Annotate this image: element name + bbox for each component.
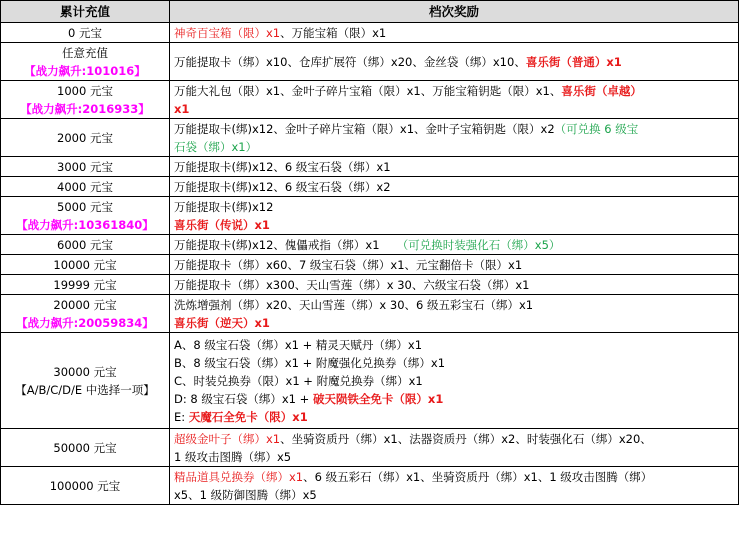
recharge-amount: 100000 元宝 bbox=[49, 478, 121, 493]
reward-line bbox=[174, 354, 734, 372]
reward-line bbox=[174, 390, 734, 408]
reward-text: x5、1 级防御图腾（绑）x5 bbox=[174, 487, 317, 502]
reward-line bbox=[174, 198, 734, 216]
table-row bbox=[1, 157, 739, 177]
power-boost-note: 【战力飙升:20059834】 bbox=[16, 315, 154, 330]
reward-text: 万能提取卡（绑）x300、天山雪莲（绑）x 30、六级宝石袋（绑）x1 bbox=[174, 277, 530, 292]
reward-line bbox=[174, 82, 734, 100]
recharge-amount-cell bbox=[1, 235, 170, 255]
reward-cell bbox=[170, 255, 739, 275]
table-row bbox=[1, 81, 739, 119]
highlighted-reward-text: 喜乐街（普通）x1 bbox=[525, 54, 622, 69]
recharge-amount: 1000 元宝 bbox=[57, 83, 113, 98]
reward-text: 万能提取卡（绑）x60、7 级宝石袋（绑）x1、元宝翻倍卡（限）x1 bbox=[174, 257, 523, 272]
highlighted-reward-text: 超级金叶子（绑）x1 bbox=[174, 431, 281, 446]
highlighted-reward-text: （可兑换 6 级宝 bbox=[554, 121, 639, 136]
reward-line bbox=[174, 336, 734, 354]
reward-cell bbox=[170, 157, 739, 177]
reward-line bbox=[174, 468, 734, 486]
reward-cell bbox=[170, 197, 739, 235]
table-row bbox=[1, 467, 739, 505]
table-row bbox=[1, 235, 739, 255]
table-header-row bbox=[1, 1, 739, 23]
recharge-amount-cell bbox=[1, 177, 170, 197]
recharge-amount: 6000 元宝 bbox=[57, 237, 113, 252]
reward-line bbox=[174, 372, 734, 390]
table-row bbox=[1, 197, 739, 235]
reward-line bbox=[174, 314, 734, 332]
table-row bbox=[1, 333, 739, 429]
table-row bbox=[1, 43, 739, 81]
reward-line bbox=[174, 430, 734, 448]
power-boost-note: 【战力飙升:2016933】 bbox=[20, 101, 150, 116]
recharge-amount: 30000 元宝 bbox=[53, 364, 117, 379]
reward-text: B、8 级宝石袋（绑）x1 + 附魔强化兑换券（绑）x1 bbox=[174, 355, 446, 370]
reward-cell bbox=[170, 295, 739, 333]
reward-line bbox=[174, 158, 734, 176]
highlighted-reward-text: 喜乐街（逆天）x1 bbox=[174, 315, 270, 330]
table-row bbox=[1, 119, 739, 157]
recharge-amount-cell bbox=[1, 429, 170, 467]
reward-text: 万能提取卡(绑)x12 bbox=[174, 199, 274, 214]
highlighted-reward-text: 石袋（绑）x1） bbox=[174, 139, 258, 154]
reward-line bbox=[174, 53, 734, 71]
reward-text: E: bbox=[174, 409, 189, 424]
table-row bbox=[1, 255, 739, 275]
reward-text: 万能提取卡（绑）x10、仓库扩展符（绑）x20、金丝袋（绑）x10、 bbox=[174, 54, 526, 69]
reward-text: 1 级攻击图腾（绑）x5 bbox=[174, 449, 292, 464]
reward-line bbox=[174, 138, 734, 156]
reward-text: 万能提取卡(绑)x12、傀儡戒指（绑）x1 bbox=[174, 237, 403, 252]
recharge-amount: 5000 元宝 bbox=[57, 199, 113, 214]
reward-cell bbox=[170, 23, 739, 43]
recharge-amount-cell bbox=[1, 275, 170, 295]
highlighted-reward-text: 天魔石全免卡（限）x1 bbox=[188, 409, 308, 424]
recharge-amount: 10000 元宝 bbox=[53, 257, 117, 272]
table-row bbox=[1, 295, 739, 333]
header-cumulative-recharge: 累计充值 bbox=[1, 1, 170, 23]
reward-line bbox=[174, 120, 734, 138]
recharge-amount: 20000 元宝 bbox=[53, 297, 117, 312]
reward-line bbox=[174, 178, 734, 196]
reward-text: D: 8 级宝石袋（绑）x1 + bbox=[174, 391, 313, 406]
reward-cell bbox=[170, 81, 739, 119]
recharge-amount: 3000 元宝 bbox=[57, 159, 113, 174]
recharge-amount-cell bbox=[1, 43, 170, 81]
reward-text: 洗炼增强剂（绑）x20、天山雪莲（绑）x 30、6 级五彩宝石（绑）x1 bbox=[174, 297, 534, 312]
reward-line bbox=[174, 486, 734, 504]
recharge-amount-cell bbox=[1, 197, 170, 235]
reward-line bbox=[174, 448, 734, 466]
recharge-amount: 2000 元宝 bbox=[57, 130, 113, 145]
highlighted-reward-text: x1 bbox=[174, 101, 190, 116]
table-row bbox=[1, 429, 739, 467]
table-row bbox=[1, 23, 739, 43]
reward-line bbox=[174, 24, 734, 42]
recharge-amount-cell bbox=[1, 23, 170, 43]
table-row bbox=[1, 275, 739, 295]
table-row bbox=[1, 177, 739, 197]
reward-text: 万能大礼包（限）x1、金叶子碎片宝箱（限）x1、万能宝箱钥匙（限）x1、 bbox=[174, 83, 562, 98]
reward-cell bbox=[170, 275, 739, 295]
reward-line bbox=[174, 216, 734, 234]
recharge-amount-cell bbox=[1, 467, 170, 505]
highlighted-reward-text: 神奇百宝箱（限）x1 bbox=[174, 25, 281, 40]
reward-line bbox=[174, 100, 734, 118]
reward-line bbox=[174, 236, 734, 254]
selection-note: 【A/B/C/D/E 中选择一项】 bbox=[15, 382, 155, 397]
recharge-amount: 0 元宝 bbox=[68, 25, 102, 40]
reward-line bbox=[174, 256, 734, 274]
reward-text: 、6 级五彩石（绑）x1、坐骑资质丹（绑）x1、1 级攻击图腾（绑） bbox=[303, 469, 653, 484]
recharge-amount-cell bbox=[1, 119, 170, 157]
recharge-amount: 50000 元宝 bbox=[53, 440, 117, 455]
reward-text: 万能提取卡(绑)x12、6 级宝石袋（绑）x2 bbox=[174, 179, 391, 194]
reward-cell bbox=[170, 429, 739, 467]
reward-line bbox=[174, 296, 734, 314]
recharge-amount: 任意充值 bbox=[62, 45, 108, 60]
header-tier-reward: 档次奖励 bbox=[170, 1, 739, 23]
recharge-amount-cell bbox=[1, 333, 170, 429]
reward-cell bbox=[170, 467, 739, 505]
reward-cell bbox=[170, 333, 739, 429]
power-boost-note: 【战力飙升:101016】 bbox=[24, 63, 146, 78]
reward-text: 、万能宝箱（限）x1 bbox=[280, 25, 387, 40]
highlighted-reward-text: 破天陨铁全免卡（限）x1 bbox=[312, 391, 444, 406]
reward-line bbox=[174, 408, 734, 426]
reward-cell bbox=[170, 119, 739, 157]
reward-text: C、时装兑换券（限）x1 + 附魔兑换券（绑）x1 bbox=[174, 373, 423, 388]
reward-cell bbox=[170, 235, 739, 255]
highlighted-reward-text: 喜乐街（传说）x1 bbox=[174, 217, 270, 232]
recharge-amount: 4000 元宝 bbox=[57, 179, 113, 194]
recharge-amount-cell bbox=[1, 295, 170, 333]
reward-text: 、坐骑资质丹（绑）x1、法器资质丹（绑）x2、时装强化石（绑）x20、 bbox=[280, 431, 652, 446]
recharge-amount: 19999 元宝 bbox=[53, 277, 117, 292]
recharge-amount-cell bbox=[1, 255, 170, 275]
power-boost-note: 【战力飙升:10361840】 bbox=[16, 217, 154, 232]
reward-cell bbox=[170, 43, 739, 81]
reward-text: 万能提取卡(绑)x12、金叶子碎片宝箱（限）x1、金叶子宝箱钥匙（限）x2 bbox=[174, 121, 555, 136]
highlighted-reward-text: 喜乐街（卓越） bbox=[561, 83, 642, 98]
recharge-amount-cell bbox=[1, 157, 170, 177]
reward-text: 万能提取卡(绑)x12、6 级宝石袋（绑）x1 bbox=[174, 159, 391, 174]
reward-text: A、8 级宝石袋（绑）x1 + 精灵天赋丹（绑）x1 bbox=[174, 337, 423, 352]
highlighted-reward-text: 精品道具兑换券（绑）x1 bbox=[174, 469, 304, 484]
recharge-amount-cell bbox=[1, 81, 170, 119]
highlighted-reward-text: （可兑换时装强化石（绑）x5） bbox=[402, 237, 561, 252]
reward-cell bbox=[170, 177, 739, 197]
reward-line bbox=[174, 276, 734, 294]
